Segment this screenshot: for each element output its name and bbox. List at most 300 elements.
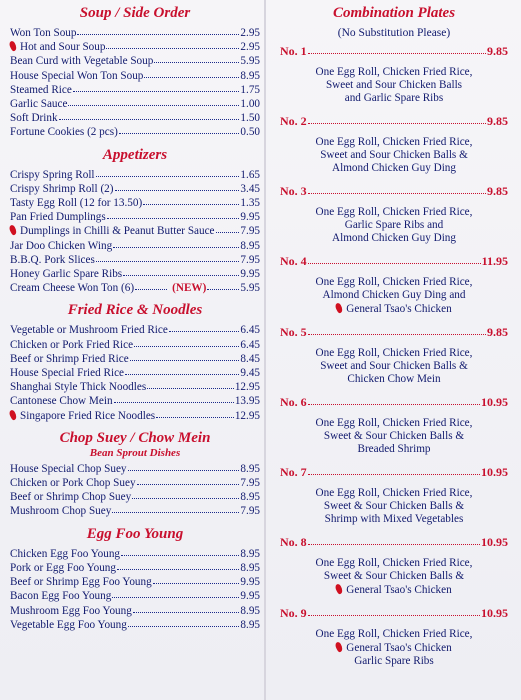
item-name — [10, 210, 106, 224]
new-badge: (NEW) — [172, 282, 207, 295]
plate-description — [280, 487, 508, 526]
plate-number: No. 2 — [280, 114, 307, 128]
combination-plate — [280, 44, 508, 105]
section-title-combination: Combination Plates — [332, 5, 456, 21]
item-name — [10, 83, 72, 97]
leader-dots — [59, 110, 240, 120]
item-name-text: Beef or Shrimp Egg Foo Young — [10, 576, 152, 589]
plate-description-line — [280, 302, 508, 316]
plate-description-text: General Tsao's Chicken — [346, 642, 452, 654]
item-price: 8.95 — [240, 618, 260, 631]
plate-description-text: General Tsao's Chicken — [346, 584, 452, 596]
item-name-text: Steamed Rice — [10, 83, 72, 96]
chili-pepper-icon — [8, 40, 18, 52]
item-name — [10, 380, 146, 394]
leader-dots — [216, 223, 240, 233]
leader-dots — [73, 82, 240, 92]
item-name-text: Crispy Spring Roll — [10, 168, 95, 181]
item-price: 2.95 — [240, 27, 260, 39]
section-appetizers — [10, 146, 260, 296]
plate-description-line — [280, 136, 508, 149]
item-price: 9.95 — [240, 268, 260, 281]
plate-price: 9.85 — [487, 44, 508, 58]
item-name — [10, 352, 129, 366]
item-name — [10, 561, 116, 575]
menu-item — [10, 504, 260, 518]
item-price: 1.75 — [240, 83, 260, 96]
right-column — [280, 4, 508, 677]
leader-dots — [106, 39, 239, 49]
plate-description-text: One Egg Roll, Chicken Fried Rice, — [315, 557, 473, 569]
plate-description-line — [280, 443, 508, 456]
item-name — [10, 409, 155, 423]
leader-dots — [107, 209, 240, 219]
menu-item — [10, 547, 260, 561]
menu-item — [10, 210, 260, 224]
menu-item — [10, 380, 260, 394]
plate-header — [280, 44, 508, 58]
plate-description-line — [280, 570, 508, 583]
plate-number: No. 8 — [280, 535, 307, 549]
menu-item — [10, 239, 260, 253]
item-price: 1.35 — [240, 197, 260, 210]
plate-price: 10.95 — [481, 395, 508, 409]
leader-dots — [134, 337, 239, 347]
item-price: 0.50 — [240, 126, 260, 139]
menu-item — [10, 323, 260, 337]
leader-dots — [77, 25, 239, 35]
section-egg-foo-young — [10, 525, 260, 632]
chili-pepper-icon — [334, 302, 344, 314]
leader-dots — [135, 280, 167, 290]
leader-dots — [207, 280, 239, 290]
menu-item — [10, 168, 260, 182]
menu-item — [10, 589, 260, 603]
plate-description-text: Chicken Chow Mein — [347, 373, 441, 385]
plate-header — [280, 535, 508, 549]
item-price: 3.45 — [240, 182, 260, 195]
plate-number: No. 4 — [280, 254, 307, 268]
plate-header — [280, 254, 508, 268]
item-name-text: Cantonese Chow Mein — [10, 395, 113, 408]
menu-item — [10, 40, 260, 54]
item-price: 8.95 — [240, 239, 260, 252]
item-name-text: Chicken or Pork Chop Suey — [10, 477, 136, 490]
menu-item — [10, 125, 260, 139]
plate-description — [280, 347, 508, 386]
plate-header — [280, 606, 508, 620]
item-name — [10, 224, 215, 238]
menu-item — [10, 111, 260, 125]
item-name-text: B.B.Q. Pork Slices — [10, 253, 95, 266]
item-name — [10, 394, 113, 408]
leader-dots — [308, 535, 480, 545]
leader-dots — [308, 606, 480, 616]
plate-description-line — [280, 66, 508, 79]
plate-description-line — [280, 149, 508, 162]
leader-dots — [114, 393, 234, 403]
leader-dots — [308, 465, 480, 475]
plate-description-text: One Egg Roll, Chicken Fried Rice, — [315, 347, 473, 359]
plate-number: No. 7 — [280, 465, 307, 479]
item-price: 13.95 — [234, 395, 260, 408]
item-price: 1.65 — [240, 168, 260, 181]
leader-dots — [119, 124, 240, 134]
plate-description-line — [280, 583, 508, 597]
item-price: 8.45 — [240, 352, 260, 365]
item-name-text: Jar Doo Chicken Wing — [10, 239, 113, 252]
item-name — [10, 476, 136, 490]
plate-description-text: One Egg Roll, Chicken Fried Rice, — [315, 487, 473, 499]
item-price: 8.95 — [240, 462, 260, 475]
leader-dots — [154, 53, 239, 63]
item-name-text: Cream Cheese Won Ton (6) — [10, 282, 135, 295]
item-name — [10, 281, 134, 295]
section-title-egg-foo-young: Egg Foo Young — [86, 525, 184, 542]
item-price: 1.50 — [240, 112, 260, 125]
section-title-soup: Soup / Side Order — [79, 5, 191, 21]
plate-number: No. 5 — [280, 325, 307, 339]
item-name-text: Shanghai Style Thick Noodles — [10, 381, 147, 394]
menu-item — [10, 490, 260, 504]
section-subtitle-chop-suey: Bean Sprout Dishes — [89, 446, 181, 459]
plate-description-line — [280, 500, 508, 513]
chili-pepper-icon — [334, 641, 344, 653]
menu-item — [10, 352, 260, 366]
plate-description-line — [280, 373, 508, 386]
plate-description-text: Almond Chicken Guy Ding and — [322, 289, 466, 301]
plate-description-line — [280, 628, 508, 641]
combination-plate — [280, 395, 508, 456]
plate-description-line — [280, 206, 508, 219]
leader-dots — [113, 238, 239, 248]
leader-dots — [308, 254, 481, 264]
menu-item — [10, 267, 260, 281]
leader-dots — [96, 167, 240, 177]
leader-dots — [112, 503, 239, 513]
leader-dots — [308, 44, 486, 54]
plate-header — [280, 465, 508, 479]
item-name-text: Fortune Cookies (2 pcs) — [10, 126, 118, 139]
item-name-text: Singapore Fried Rice Noodles — [20, 409, 156, 422]
section-title-fried-rice: Fried Rice & Noodles — [67, 302, 203, 319]
item-name-text: Won Ton Soup — [10, 27, 77, 39]
leader-dots — [125, 365, 239, 375]
menu-item — [10, 476, 260, 490]
combination-plate — [280, 535, 508, 597]
plate-description-line — [280, 276, 508, 289]
item-name — [10, 182, 114, 196]
leader-dots — [128, 617, 240, 627]
item-price: 8.95 — [240, 547, 260, 560]
item-name — [10, 338, 133, 352]
plate-description-line — [280, 360, 508, 373]
leader-dots — [169, 322, 240, 332]
plate-description-text: Almond Chicken Guy Ding — [332, 162, 456, 174]
plate-price: 9.85 — [487, 184, 508, 198]
plate-description — [280, 136, 508, 175]
item-name-text: Chicken Egg Foo Young — [10, 547, 121, 560]
plate-description-text: Sweet & Sour Chicken Balls & — [323, 570, 465, 582]
item-price: 2.95 — [240, 41, 260, 54]
item-name-text: Pan Fried Dumplings — [10, 211, 106, 224]
plate-price: 10.95 — [481, 465, 508, 479]
item-name — [10, 253, 95, 267]
leader-dots — [144, 68, 239, 78]
item-name — [10, 490, 131, 504]
item-name — [10, 239, 112, 253]
menu-item — [10, 394, 260, 408]
item-name-text: Pork or Egg Foo Young — [10, 561, 116, 574]
plate-description-line — [280, 430, 508, 443]
item-price: 7.95 — [240, 477, 260, 490]
leader-dots — [96, 252, 240, 262]
item-name-text: Beef or Shrimp Fried Rice — [10, 352, 129, 365]
leader-dots — [153, 574, 240, 584]
item-name-text: House Special Fried Rice — [10, 367, 125, 380]
chili-pepper-icon — [8, 225, 18, 237]
leader-dots — [308, 395, 480, 405]
menu-item — [10, 575, 260, 589]
plate-description-line — [280, 232, 508, 245]
plate-header — [280, 395, 508, 409]
leader-dots — [308, 325, 486, 335]
plate-description-text: Breaded Shrimp — [357, 443, 431, 455]
item-list — [10, 547, 260, 632]
item-name-text: Dumplings in Chilli & Peanut Butter Sauce — [20, 225, 215, 238]
plate-description-text: One Egg Roll, Chicken Fried Rice, — [315, 136, 473, 148]
item-name — [10, 168, 95, 182]
plate-description-text: One Egg Roll, Chicken Fried Rice, — [315, 66, 473, 78]
item-price: 8.95 — [240, 69, 260, 82]
plate-description-text: Shrimp with Mixed Vegetables — [324, 513, 464, 525]
menu-item — [10, 26, 260, 40]
item-name — [10, 54, 153, 68]
menu-item — [10, 338, 260, 352]
item-name — [10, 366, 124, 380]
item-price: 6.45 — [240, 324, 260, 337]
combination-list — [280, 44, 508, 668]
plate-description-text: Almond Chicken Guy Ding — [332, 232, 456, 244]
plate-description-line — [280, 347, 508, 360]
plate-header — [280, 184, 508, 198]
plate-description-text: One Egg Roll, Chicken Fried Rice, — [315, 276, 473, 288]
section-chop-suey — [10, 429, 260, 519]
plate-description-text: Sweet & Sour Chicken Balls & — [323, 430, 465, 442]
plate-description-text: Sweet and Sour Chicken Balls & — [320, 149, 468, 161]
combination-plate — [280, 254, 508, 316]
plate-description-line — [280, 513, 508, 526]
combination-note: (No Substitution Please) — [337, 27, 451, 39]
plate-description-line — [280, 417, 508, 430]
item-price: 9.95 — [240, 576, 260, 589]
menu-item — [10, 224, 260, 238]
leader-dots — [121, 546, 239, 556]
plate-description-text: One Egg Roll, Chicken Fried Rice, — [315, 206, 473, 218]
item-price: 9.45 — [240, 367, 260, 380]
item-price: 7.95 — [240, 253, 260, 266]
item-name-text: Bacon Egg Foo Young — [10, 590, 112, 603]
item-name — [10, 589, 111, 603]
plate-description-text: Garlic Spare Ribs — [354, 655, 434, 667]
leader-dots — [123, 266, 239, 276]
menu-item — [10, 409, 260, 423]
leader-dots — [143, 195, 239, 205]
item-price: 6.45 — [240, 338, 260, 351]
item-name-text: House Special Won Ton Soup — [10, 69, 144, 82]
item-name-text: Beef or Shrimp Chop Suey — [10, 491, 132, 504]
menu-item — [10, 253, 260, 267]
item-name — [10, 462, 127, 476]
item-name-text: Bean Curd with Vegetable Soup — [10, 55, 154, 68]
chili-pepper-icon — [8, 409, 18, 421]
item-price: 12.95 — [234, 409, 260, 422]
item-name-text: Mushroom Egg Foo Young — [10, 604, 132, 617]
plate-description-line — [280, 641, 508, 655]
leader-dots — [112, 588, 239, 598]
section-soup — [10, 4, 260, 140]
item-price: 8.95 — [240, 604, 260, 617]
left-column — [10, 4, 260, 638]
item-list — [10, 168, 260, 296]
plate-description — [280, 557, 508, 597]
item-name-text: Hot and Sour Soup — [20, 41, 106, 54]
item-name-text: Crispy Shrimp Roll (2) — [10, 182, 114, 195]
plate-description-text: General Tsao's Chicken — [346, 303, 452, 315]
menu-item — [10, 182, 260, 196]
section-title-appetizers: Appetizers — [102, 146, 168, 163]
item-list — [10, 462, 260, 519]
leader-dots — [156, 408, 234, 418]
plate-header — [280, 325, 508, 339]
item-name — [10, 111, 58, 125]
menu-item — [10, 462, 260, 476]
item-name — [10, 97, 67, 111]
leader-dots — [130, 351, 240, 361]
plate-description-text: and Garlic Spare Ribs — [344, 92, 444, 104]
menu-item — [10, 196, 260, 210]
combination-plate — [280, 325, 508, 386]
plate-price: 10.95 — [481, 606, 508, 620]
combination-plate — [280, 184, 508, 245]
plate-number: No. 1 — [280, 44, 307, 58]
menu-item — [10, 366, 260, 380]
plate-description-text: Sweet & Sour Chicken Balls & — [323, 500, 465, 512]
plate-description-line — [280, 289, 508, 302]
leader-dots — [137, 475, 240, 485]
section-fried-rice — [10, 301, 260, 422]
item-price: 8.95 — [240, 491, 260, 504]
leader-dots — [147, 379, 234, 389]
plate-price: 9.85 — [487, 325, 508, 339]
item-name — [10, 267, 122, 281]
item-price: 12.95 — [234, 381, 260, 394]
item-name-text: Garlic Sauce — [10, 98, 68, 111]
leader-dots — [68, 96, 239, 106]
item-name — [10, 40, 105, 54]
plate-description — [280, 417, 508, 456]
item-price: 9.95 — [240, 211, 260, 224]
item-name — [10, 125, 118, 139]
plate-description — [280, 206, 508, 245]
plate-description-text: One Egg Roll, Chicken Fried Rice, — [315, 628, 473, 640]
item-name-text: Vegetable or Mushroom Fried Rice — [10, 324, 168, 337]
item-price: 5.95 — [240, 282, 260, 295]
item-name — [10, 547, 120, 561]
leader-dots — [132, 489, 239, 499]
item-name — [10, 575, 152, 589]
plate-header — [280, 114, 508, 128]
item-list — [10, 26, 260, 140]
menu-item — [10, 54, 260, 68]
menu-item — [10, 83, 260, 97]
item-name-text: Vegetable Egg Foo Young — [10, 618, 127, 631]
plate-number: No. 9 — [280, 606, 307, 620]
plate-number: No. 3 — [280, 184, 307, 198]
item-name-text: Honey Garlic Spare Ribs — [10, 268, 123, 281]
plate-description-text: Sweet and Sour Chicken Balls — [325, 79, 463, 91]
item-price: 9.95 — [240, 590, 260, 603]
item-name-text: Mushroom Chop Suey — [10, 505, 112, 518]
item-price: 7.95 — [240, 505, 260, 518]
leader-dots — [308, 184, 486, 194]
plate-price: 9.85 — [487, 114, 508, 128]
menu-item — [10, 604, 260, 618]
combination-plate — [280, 606, 508, 668]
menu-item — [10, 69, 260, 83]
plate-description — [280, 66, 508, 105]
plate-description-line — [280, 487, 508, 500]
plate-description — [280, 628, 508, 668]
menu-item — [10, 281, 260, 295]
leader-dots — [128, 461, 240, 471]
item-name-text: Soft Drink — [10, 112, 58, 125]
menu-item — [10, 561, 260, 575]
leader-dots — [117, 560, 239, 570]
item-name — [10, 323, 168, 337]
item-price: 7.95 — [240, 225, 260, 238]
item-name-text: Chicken or Pork Fried Rice — [10, 338, 134, 351]
menu-item — [10, 618, 260, 632]
plate-description-text: Sweet and Sour Chicken Balls & — [320, 360, 468, 372]
item-name — [10, 604, 132, 618]
plate-description — [280, 276, 508, 316]
item-price: 8.95 — [240, 561, 260, 574]
leader-dots — [115, 181, 240, 191]
section-title-chop-suey: Chop Suey / Chow Mein — [59, 429, 211, 446]
plate-description-text: Garlic Spare Ribs and — [344, 219, 444, 231]
item-name — [10, 26, 76, 40]
leader-dots — [133, 603, 240, 613]
item-name — [10, 504, 111, 518]
combination-plate — [280, 465, 508, 526]
item-list — [10, 323, 260, 422]
combination-plate — [280, 114, 508, 175]
chili-pepper-icon — [334, 583, 344, 595]
plate-description-line — [280, 92, 508, 105]
item-price: 5.95 — [240, 55, 260, 68]
plate-number: No. 6 — [280, 395, 307, 409]
plate-description-line — [280, 162, 508, 175]
plate-description-line — [280, 655, 508, 668]
plate-description-line — [280, 557, 508, 570]
item-name — [10, 618, 127, 632]
plate-price: 11.95 — [481, 254, 508, 268]
item-name-text: Tasty Egg Roll (12 for 13.50) — [10, 197, 143, 210]
plate-description-line — [280, 219, 508, 232]
plate-description-text: One Egg Roll, Chicken Fried Rice, — [315, 417, 473, 429]
plate-price: 10.95 — [481, 535, 508, 549]
